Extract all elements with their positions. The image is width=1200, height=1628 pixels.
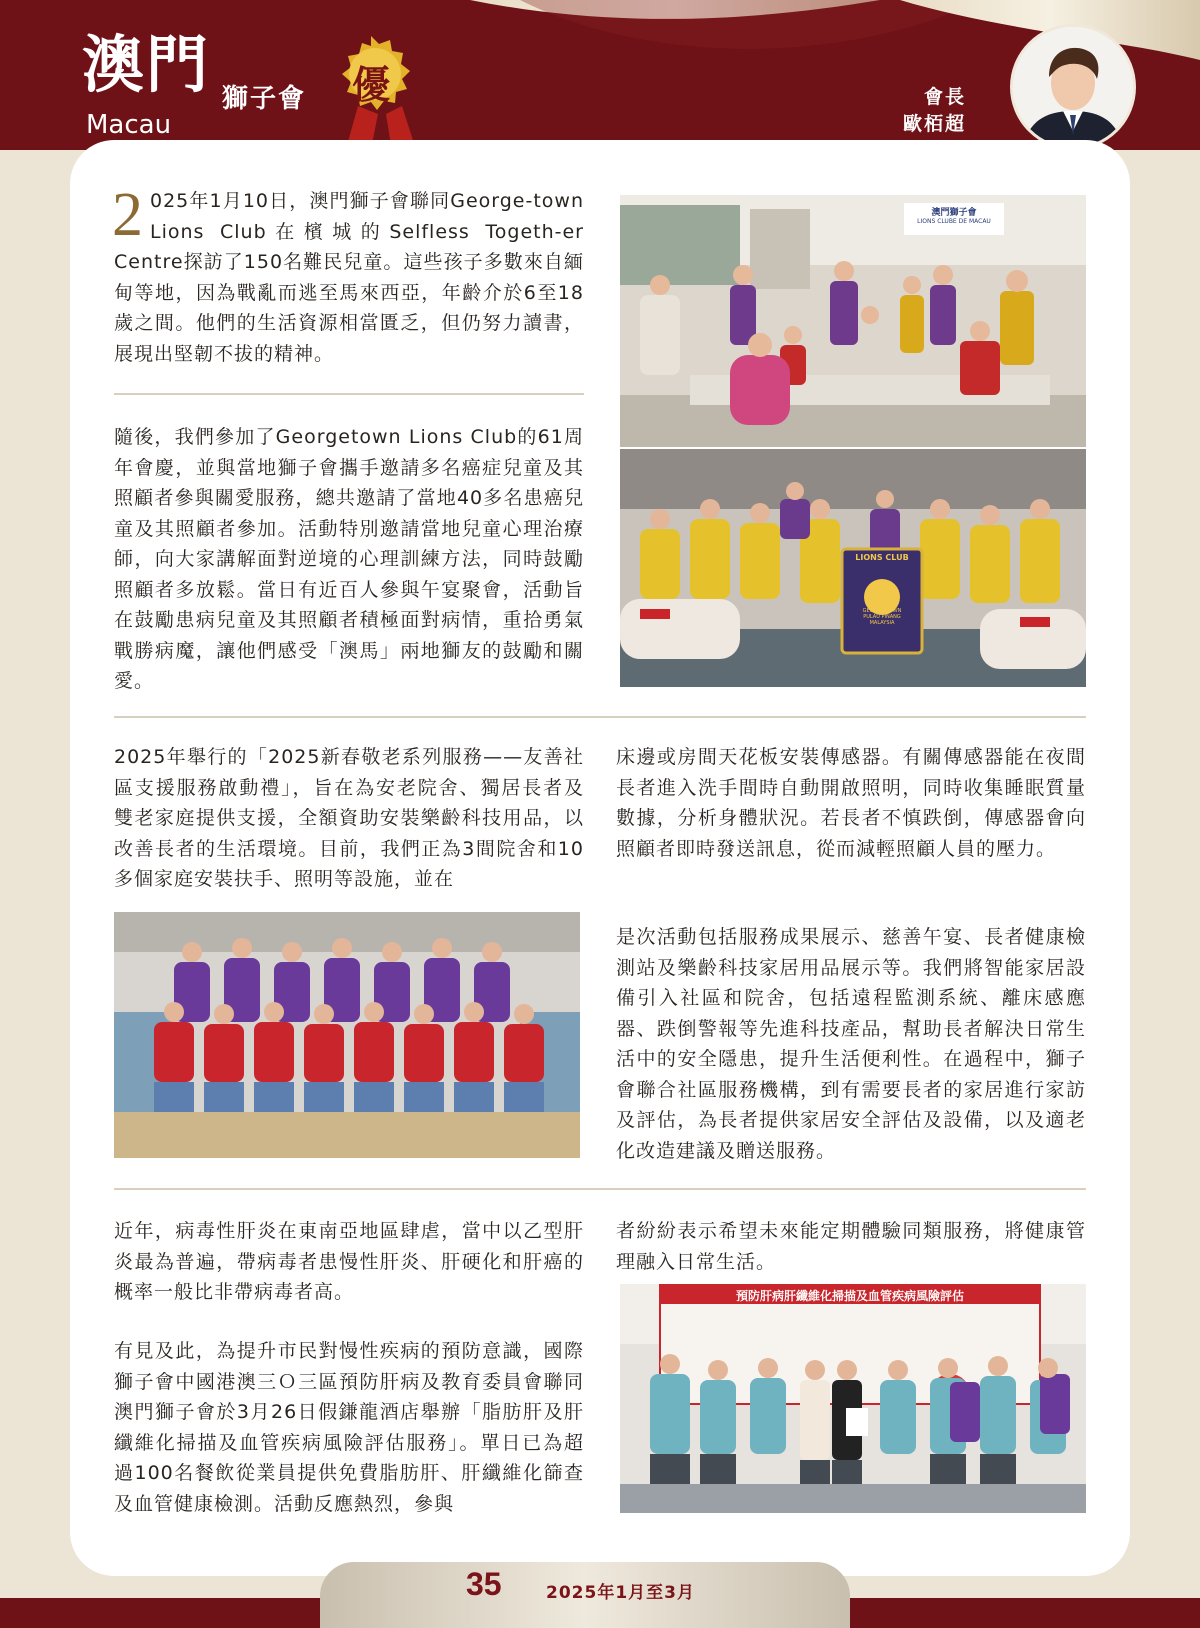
photo2-banner: LIONS CLUB GEORGE TOWN PULAU PINANG MALAYSIA [855, 553, 909, 626]
medal-character: 優 [351, 62, 390, 107]
paragraph-anniversary: 隨後，我們參加了Georgetown Lions Club的61周年會慶，並與當地獅子會攜手邀請多名癌症兒童及其照顧者參與關愛服務，總共邀請了當地40多名患癌兒童及其照顧者參加。活動特別邀請當地兒童心理治療師，向大家講解面對逆境的心理訓練方法，同時鼓勵照顧者多放鬆。當日有近百人參與午宴聚會，活動旨在鼓勵患病兒童及其照顧者積極面對病情，重拾勇氣戰勝病魔，讓他們感受「澳馬」兩地獅友的鼓勵和關愛。 [114, 426, 584, 692]
page-number: 35 [466, 1566, 502, 1602]
photo-banquet-group [620, 449, 1086, 687]
brand-subtitle: 獅子會 [222, 84, 307, 114]
photo-classroom-group [620, 195, 1086, 447]
divider [114, 393, 584, 395]
divider [114, 716, 1086, 718]
paragraph-hepatitis: 近年，病毒性肝炎在東南亞地區肆虐，當中以乙型肝炎最為普遍，帶病毒者患慢性肝炎、肝硬化和肝癌的概率一般比非帶病毒者高。 [114, 1220, 584, 1303]
brand-title: 澳門 [82, 28, 211, 101]
photo-volunteers-group [114, 912, 580, 1158]
drop-cap: 2 [112, 181, 144, 249]
photo4-banner: 預防肝病肝纖維化掃描及血管疾病風險評估 [735, 1289, 964, 1303]
president-title: 會長 [923, 86, 966, 108]
brand-english: Macau [86, 110, 172, 140]
photo-screening-event [620, 1284, 1086, 1513]
paragraph-elderly-launch: 2025年舉行的「2025新春敬老系列服務——友善社區支援服務啟動禮」，旨在為安老院舍、獨居長者及雙老家庭提供支援，全額資助安裝樂齡科技用品，以改善長者的生活環境。目前，我們正為3間院舍和10多個家庭安裝扶手、照明等設施，並在 [114, 746, 584, 890]
paragraph-smart-home: 是次活動包括服務成果展示、慈善午宴、長者健康檢測站及樂齡科技家居用品展示等。我們將智能家居設備引入社區和院舍，包括遠程監測系統、離床感應器、跌倒警報等先進科技產品，幫助長者解決日常生活中的安全隱患，提升生活便利性。在過程中，獅子會聯合社區服務機構，到有需要長者的家居進行家訪及評估，為長者提供家居安全評估及設備，以及適老化改造建議及贈送服務。 [616, 926, 1086, 1162]
person-portrait-icon [1013, 27, 1133, 147]
paragraph-refugee-visit [112, 181, 584, 369]
paragraph-liver-screening: 有見及此，為提升市民對慢性疾病的預防意識，國際獅子會中國港澳三Ｏ三區預防肝病及教育委員會聯同澳門獅子會於3月26日假鎌龍酒店舉辦「脂肪肝及肝纖維化掃描及血管疾病風險評估服務」。單日已為超過100名餐飲從業員提供免費脂肪肝、肝纖維化篩查及血管健康檢測。活動反應熱烈，參與 [114, 1340, 584, 1515]
paragraph-sensors: 床邊或房間天花板安裝傳感器。有關傳感器能在夜間長者進入洗手間時自動開啟照明，同時收集睡眠質量數據，分析身體狀況。若長者不慎跌倒，傳感器會向照顧者即時發送訊息，從而減輕照顧人員的壓力。 [616, 746, 1086, 860]
paragraph-text: 025年1月10日，澳門獅子會聯同George-town Lions Club在檳城的Selfless Togeth-er Centre探訪了150名難民兒童。這些孩子多數來自緬甸等地，因為戰亂而逃至馬來西亞，年齡介於6至18歲之間。他們的生活資源相當匱乏，但仍努力讀書，展現出堅韌不拔的精神。 [114, 190, 584, 365]
issue-date: 2025年1月至3月 [546, 1583, 695, 1603]
divider [114, 1188, 1086, 1190]
photo1-wall-sign: 澳門獅子會 LIONS CLUBE DE MACAU [917, 208, 991, 225]
president-caption [903, 84, 966, 138]
president-name: 歐栢超 [902, 113, 966, 135]
avatar [1010, 24, 1136, 150]
paragraph-participants: 者紛紛表示希望未來能定期體驗同類服務，將健康管理融入日常生活。 [616, 1220, 1086, 1273]
